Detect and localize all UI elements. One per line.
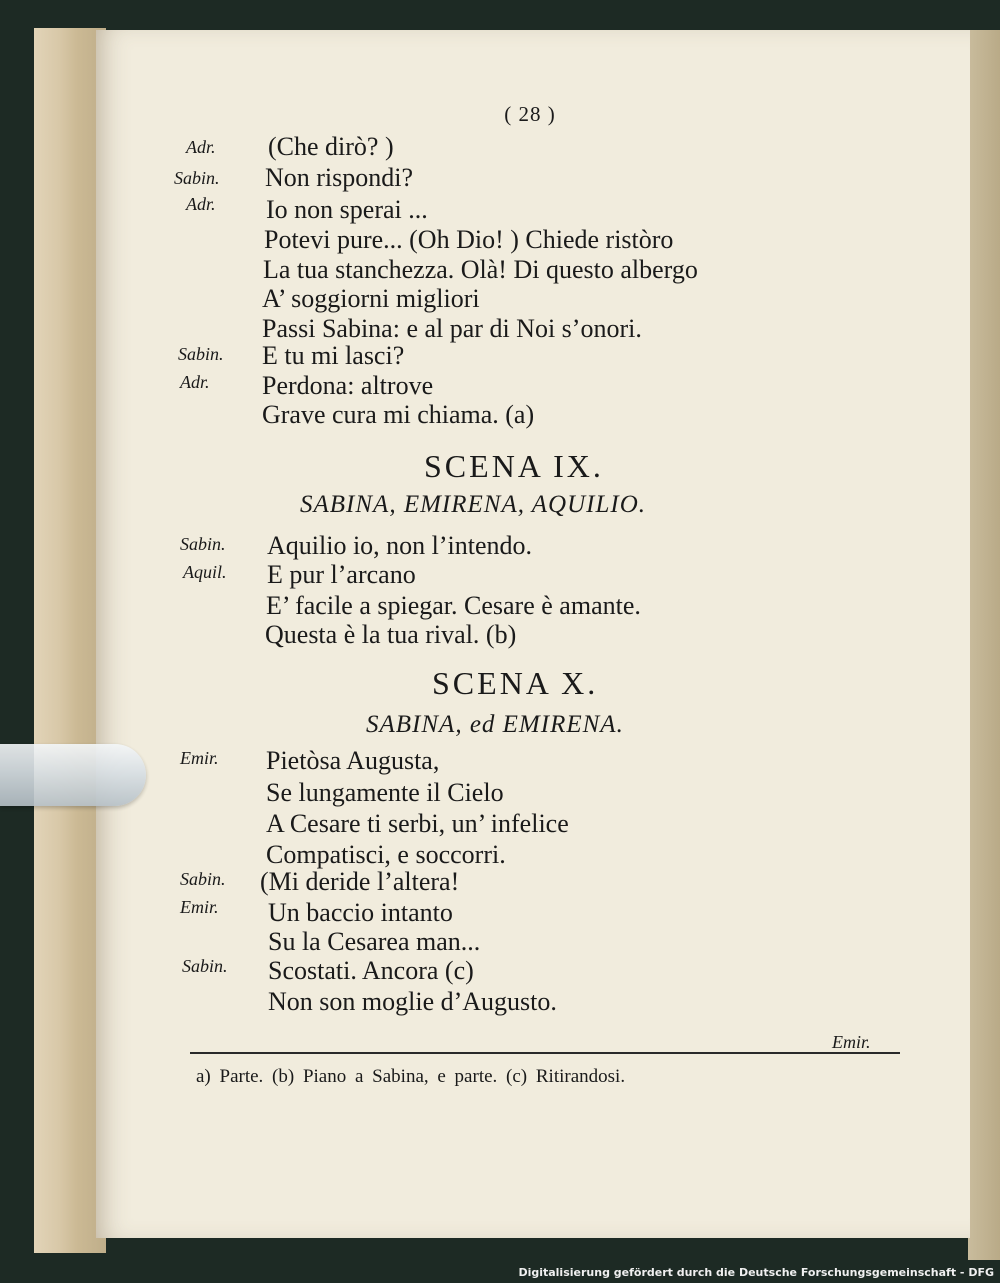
speaker-label: Sabin. xyxy=(182,956,228,976)
speaker-label: Sabin. xyxy=(180,534,226,554)
page-number: ( 28 ) xyxy=(504,102,556,126)
footnote-rule xyxy=(190,1052,900,1054)
verse-line: A’ soggiorni migliori xyxy=(262,284,480,313)
speaker-label: Sabin. xyxy=(174,168,220,188)
digitization-credit: Digitalisierung gefördert durch die Deutsche Forschungsgemeinschaft - DFG xyxy=(518,1266,994,1279)
speaker-label: Adr. xyxy=(180,372,210,392)
scene-characters: SABINA, EMIRENA, AQUILIO. xyxy=(300,491,647,518)
footnotes: a) Parte. (b) Piano a Sabina, e parte. (c) Ritirandosi. xyxy=(196,1066,626,1087)
verse-line: Passi Sabina: e al par di Noi s’onori. xyxy=(262,314,642,343)
verse-line: E’ facile a spiegar. Cesare è amante. xyxy=(266,591,641,620)
verse-line: (Mi deride l’altera! xyxy=(260,867,460,896)
speaker-label: Emir. xyxy=(180,748,219,768)
scene-heading: SCENA IX. xyxy=(424,448,604,484)
speaker-label: Sabin. xyxy=(178,344,224,364)
speaker-label: Emir. xyxy=(180,897,219,917)
verse-line: A Cesare ti serbi, un’ infelice xyxy=(266,809,569,838)
verse-line: Non son moglie d’Augusto. xyxy=(268,987,557,1016)
verse-line: E tu mi lasci? xyxy=(262,341,405,370)
verse-line: (Che dirò? ) xyxy=(268,132,394,161)
verse-line: Un baccio intanto xyxy=(268,898,453,927)
verse-line: Aquilio io, non l’intendo. xyxy=(267,531,533,560)
speaker-label: Sabin. xyxy=(180,869,226,889)
speaker-label: Adr. xyxy=(186,194,216,214)
verse-line: Io non sperai ... xyxy=(266,195,428,224)
verse-line: Grave cura mi chiama. (a) xyxy=(262,400,535,429)
verse-line: Perdona: altrove xyxy=(262,371,434,400)
verse-line: Non rispondi? xyxy=(265,163,414,192)
verse-line: Compatisci, e soccorri. xyxy=(266,840,506,869)
speaker-label: Adr. xyxy=(186,137,216,157)
verse-line: Su la Cesarea man... xyxy=(268,927,481,956)
speaker-label: Aquil. xyxy=(183,562,227,582)
verse-line: Se lungamente il Cielo xyxy=(266,778,504,807)
verse-line: Scostati. Ancora (c) xyxy=(268,956,474,985)
verse-line: La tua stanchezza. Olà! Di questo albergo xyxy=(263,255,698,284)
verse-line: Potevi pure... (Oh Dio! ) Chiede ristòro xyxy=(264,225,674,254)
verse-line: Pietòsa Augusta, xyxy=(266,746,440,775)
catchword: Emir. xyxy=(832,1032,871,1052)
scene-heading: SCENA X. xyxy=(432,665,599,701)
verse-line: E pur l’arcano xyxy=(267,560,416,589)
scene-characters: SABINA, ed EMIRENA. xyxy=(366,711,624,738)
verse-line: Questa è la tua rival. (b) xyxy=(265,620,517,649)
